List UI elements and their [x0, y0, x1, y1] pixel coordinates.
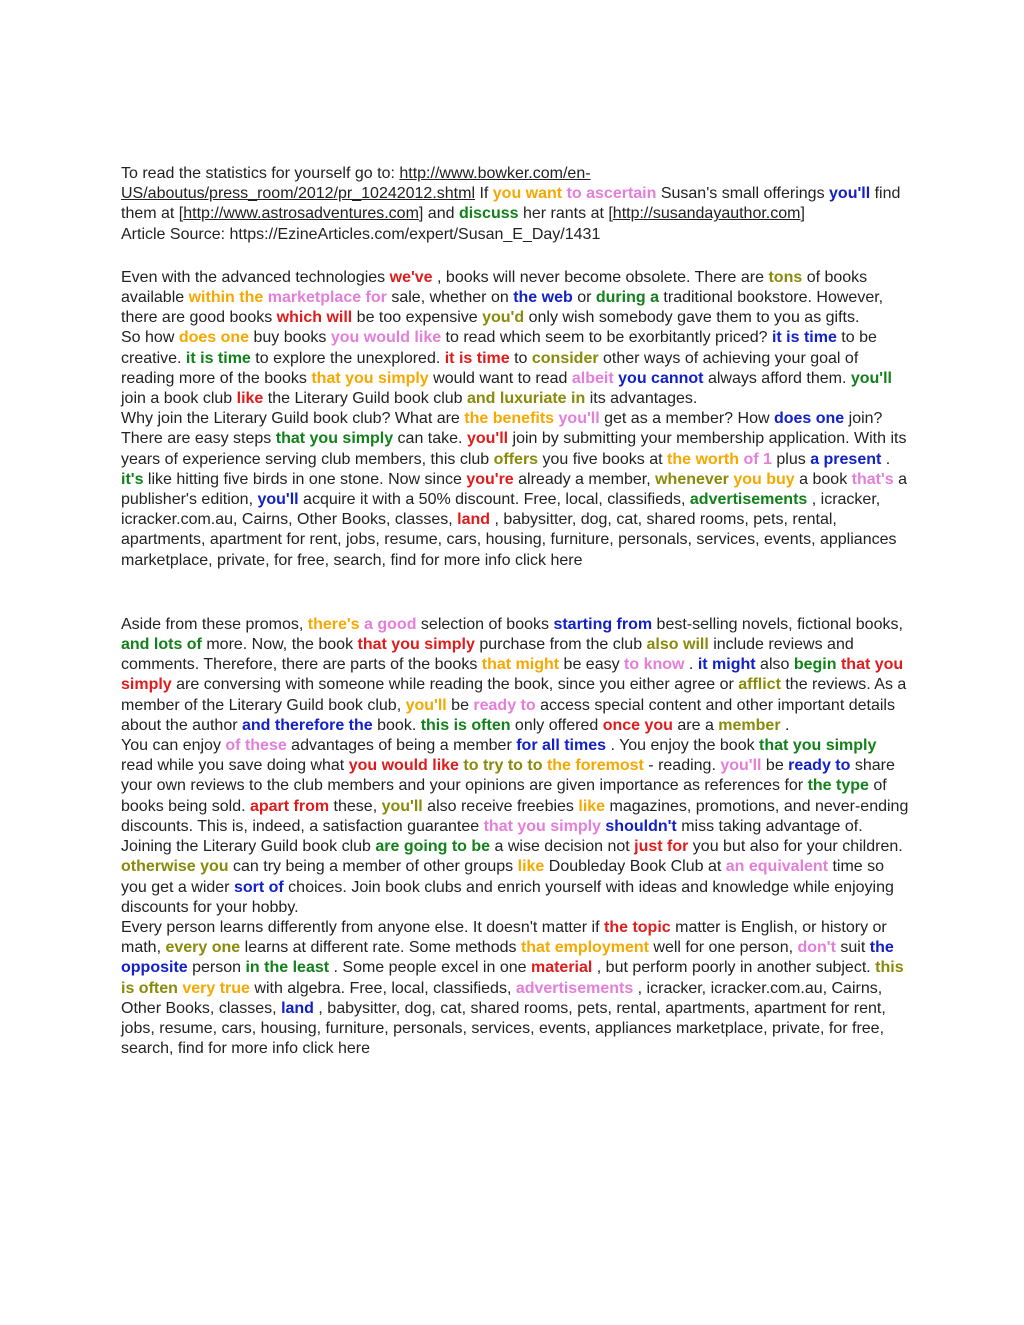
text-run: or	[572, 289, 596, 307]
keyword: member	[718, 716, 781, 734]
text-run: , babysitter, dog, cat, shared rooms, pets, rental, apartments, apartment for rent, jobs, resume, cars, housing, furniture, personals, services, events, appliances marketplace, private, for free, search, find for more info click here	[121, 999, 886, 1058]
text-run: advantages of being a member	[286, 737, 517, 755]
keyword: very true	[182, 979, 250, 997]
text-run: other ways of achieving your goal of reading more of the books	[121, 349, 859, 387]
keyword: consider	[531, 349, 599, 367]
keyword: otherwise you	[121, 858, 229, 876]
keyword: that you simply	[275, 430, 394, 448]
keyword: which will	[276, 309, 353, 327]
text-run: .	[780, 716, 790, 734]
text-run: you five books at	[538, 450, 668, 468]
text-run: to	[509, 349, 532, 367]
text-run: selection of books	[416, 615, 554, 633]
text-run: Why join the Literary Guild book club? What are	[121, 410, 465, 428]
text-run: Even with the advanced technologies	[121, 268, 390, 286]
keyword: just for	[634, 838, 689, 856]
text-run: can take.	[393, 430, 467, 448]
text-run: join by submitting your membership application. With its years of experience serving club members, this club	[121, 430, 907, 468]
text-run: Doubleday Book Club at	[544, 858, 726, 876]
keyword: are going to be	[375, 838, 491, 856]
paragraph	[121, 409, 911, 571]
paragraph	[121, 736, 911, 837]
keyword: begin	[793, 656, 837, 674]
text-run: to be creative.	[121, 329, 877, 367]
text-run: Aside from these promos,	[121, 615, 308, 633]
keyword: this is often	[121, 959, 904, 997]
article-page	[121, 164, 911, 1059]
text-run: , but perform poorly in another subject.	[592, 959, 876, 977]
text-run: sale, whether on	[386, 289, 514, 307]
keyword: of these	[225, 737, 287, 755]
text-run: access special content and other important details about the author	[121, 696, 895, 734]
text-run: join? There are easy steps	[121, 410, 883, 448]
text-run: only offered	[510, 716, 603, 734]
text-run: be	[446, 696, 474, 714]
text-run: choices. Join book clubs and enrich yourself with ideas and knowledge while enjoying discounts for your hobby.	[121, 878, 894, 916]
text-run: the reviews. As a member of the Literary Guild book club,	[121, 676, 907, 714]
keyword: like	[578, 797, 606, 815]
keyword: tons	[768, 268, 803, 286]
text-run: acquire it with a 50% discount. Free, local, classifieds,	[298, 491, 690, 509]
keyword: this is often	[420, 716, 511, 734]
keyword: ready to	[788, 757, 851, 775]
keyword: does one	[773, 410, 845, 428]
text-run: with algebra. Free, local, classifieds,	[249, 979, 516, 997]
source-paragraph: To read the statistics for yourself go to: http://www.bowker.com/en-US/aboutus/press_room/2012/pr_10242012.shtml If you want to ascertain Susan's small offerings you'll find them at [http://www.astrosadventures.com] and discuss her rants at [http://susandayauthor.com]	[121, 165, 901, 223]
keyword: you want	[492, 185, 563, 203]
keyword: material	[530, 959, 593, 977]
keyword: you'll	[850, 369, 892, 387]
text-run: these,	[329, 797, 382, 815]
text-run: to read which seem to be exorbitantly priced?	[441, 329, 772, 347]
text-run: of books being sold.	[121, 777, 887, 815]
text-run: So how	[121, 329, 179, 347]
text-run: You can enjoy	[121, 737, 226, 755]
keyword: sort of	[233, 878, 284, 896]
text-run: be too expensive	[352, 309, 483, 327]
text-run: , books will never become obsolete. There are	[432, 268, 769, 286]
keyword: that you simply	[121, 656, 904, 694]
text-run: its advantages.	[585, 390, 698, 408]
text-run: only wish somebody gave them to you as gifts.	[524, 309, 860, 327]
keyword: it might	[697, 656, 756, 674]
text-run: traditional bookstore. However, there are good books	[121, 289, 884, 327]
text-run: a book	[794, 470, 852, 488]
text-run: read while you save doing what	[121, 757, 349, 775]
keyword: of 1	[743, 450, 772, 468]
keyword: the opposite	[121, 939, 894, 977]
keyword: whenever	[655, 470, 729, 488]
keyword: the foremost	[546, 757, 644, 775]
paragraph	[121, 328, 911, 409]
text-run: , babysitter, dog, cat, shared rooms, pets, rental, apartments, apartment for rent, jobs, resume, cars, housing, furniture, personals, services, events, appliances marketplace, private, for free, search, find for more info click here	[121, 511, 897, 569]
keyword: and lots of	[121, 636, 202, 654]
text-run: be	[761, 757, 789, 775]
text-run: learns at different rate. Some methods	[240, 939, 521, 957]
spacer	[121, 245, 911, 268]
text-run: are conversing with someone while reading the book, since you either agree or	[171, 676, 739, 694]
keyword: the web	[513, 289, 573, 307]
text-run: purchase from the club	[474, 636, 647, 654]
text-run: to explore the unexplored.	[250, 349, 445, 367]
text-run: include reviews and comments. Therefore, there are parts of the books	[121, 636, 854, 674]
keyword: that you simply	[311, 369, 429, 387]
text-run: .	[881, 450, 891, 468]
keyword: you'd	[482, 309, 525, 327]
keyword: you buy	[733, 470, 795, 488]
keyword: to ascertain	[566, 185, 657, 203]
keyword: the worth	[667, 450, 740, 468]
text-run: like hitting five birds in one stone. Now since	[143, 470, 467, 488]
keyword: offers	[493, 450, 539, 468]
keyword: marketplace for	[267, 289, 387, 307]
keyword: don't	[797, 939, 836, 957]
keyword: to know	[624, 656, 685, 674]
keyword: apart from	[249, 797, 330, 815]
keyword: the benefits	[464, 410, 555, 428]
keyword: you'll	[829, 185, 871, 203]
keyword: you'll	[405, 696, 447, 714]
text-run: , icracker, icracker.com.au, Cairns, Other Books, classes,	[121, 979, 883, 1017]
text-run: also	[755, 656, 794, 674]
text-run: Every person learns differently from anyone else. It doesn't matter if	[121, 918, 604, 936]
keyword: in the least	[245, 959, 330, 977]
text-run: always afford them.	[703, 369, 851, 387]
keyword: that employment	[520, 939, 649, 957]
keyword: the type	[807, 777, 869, 795]
keyword: during a	[595, 289, 659, 307]
text-run: well for one person,	[648, 939, 798, 957]
keyword: advertisements	[515, 979, 634, 997]
text-run: would want to read	[428, 369, 572, 387]
keyword: land	[281, 999, 314, 1017]
keyword: an equivalent	[725, 858, 829, 876]
text-run: . You enjoy the book	[606, 737, 760, 755]
text-run: Joining the Literary Guild book club	[121, 838, 376, 856]
text-run: .	[684, 656, 698, 674]
keyword: discuss	[458, 205, 519, 223]
text-run: . Some people excel in one	[329, 959, 531, 977]
keyword: once you	[602, 716, 673, 734]
text-run: , icracker, icracker.com.au, Cairns, Other Books, classes,	[121, 491, 881, 529]
keyword: it's	[121, 470, 144, 488]
text-run: buy books	[249, 329, 331, 347]
keyword: you'll	[257, 491, 299, 509]
text-run: book.	[372, 716, 421, 734]
keyword: that's	[851, 470, 894, 488]
source-intro: To read the statistics for yourself go to:	[121, 165, 400, 182]
paragraph	[121, 918, 911, 1059]
keyword: like	[517, 858, 545, 876]
paragraph	[121, 615, 911, 736]
keyword: there's	[307, 615, 360, 633]
susanday-link[interactable]: http://susandayauthor.com	[612, 205, 801, 223]
keyword: that you simply	[759, 737, 877, 755]
text-run: - reading.	[643, 757, 721, 775]
text-run: of books available	[121, 268, 868, 307]
keyword: the topic	[604, 918, 671, 936]
keyword: does one	[178, 329, 250, 347]
text-run: the Literary Guild book club	[263, 390, 467, 408]
text-run: can try being a member of other groups	[228, 858, 518, 876]
bowker-link[interactable]: http://www.bowker.com/en-US/aboutus/press_room/2012/pr_10242012.shtml	[121, 165, 591, 203]
text-run: more. Now, the book	[201, 636, 358, 654]
keyword: shouldn't	[605, 817, 677, 835]
text-run: miss taking advantage of.	[676, 817, 863, 835]
keyword: afflict	[738, 676, 781, 694]
keyword: a present	[810, 450, 882, 468]
keyword: you're	[466, 470, 514, 488]
keyword: for all times	[516, 737, 607, 755]
keyword: and therefore the	[241, 716, 373, 734]
keyword: albeit	[571, 369, 614, 387]
text-run: person	[187, 959, 246, 977]
keyword: you'll	[466, 430, 509, 448]
keyword: you would like	[348, 757, 459, 775]
keyword: a good	[364, 615, 417, 633]
paragraph	[121, 268, 911, 329]
keyword: that you simply	[357, 636, 475, 654]
text-run: also receive freebies	[422, 797, 579, 815]
keyword: it is time	[185, 349, 251, 367]
keyword: advertisements	[689, 491, 808, 509]
keyword: it is time	[771, 329, 837, 347]
text-run: get as a member? How	[599, 410, 774, 428]
keyword: you'll	[720, 757, 762, 775]
text-run: plus	[771, 450, 811, 468]
text-run: already a member,	[513, 470, 656, 488]
keyword: you cannot	[618, 369, 704, 387]
keyword: ready to	[473, 696, 536, 714]
keyword: you would like	[330, 329, 442, 347]
keyword: we've	[389, 268, 433, 286]
keyword: like	[236, 390, 264, 408]
keyword: it is time	[444, 349, 510, 367]
spacer	[121, 571, 911, 615]
keyword: and luxuriate in	[467, 390, 586, 408]
keyword: every one	[165, 939, 241, 957]
text-run: join a book club	[121, 390, 237, 408]
keyword: that might	[481, 656, 560, 674]
text-run: share your own reviews to the club members and your opinions are given importance as references for	[121, 757, 895, 795]
article-source-line: Article Source: https://EzineArticles.com/expert/Susan_E_Day/1431	[121, 225, 601, 243]
keyword: land	[457, 511, 491, 529]
text-run: magazines, promotions, and never-ending discounts. This is, indeed, a satisfaction guarantee	[121, 797, 909, 835]
text-run: suit	[835, 939, 870, 957]
text-run: a publisher's edition,	[121, 470, 908, 509]
keyword: starting from	[553, 615, 653, 633]
text-run: matter is English, or history or math,	[121, 918, 887, 957]
keyword: you'll	[558, 410, 600, 428]
text-run: be easy	[559, 656, 625, 674]
text-run: best-selling novels, fictional books,	[652, 615, 903, 633]
text-run: you but also for your children.	[688, 838, 903, 856]
text-run: time so you get a wider	[121, 858, 885, 896]
keyword: you'll	[381, 797, 423, 815]
paragraph	[121, 837, 911, 918]
text-run: a wise decision not	[490, 838, 635, 856]
keyword: that you simply	[483, 817, 601, 835]
keyword: to try to to	[463, 757, 543, 775]
keyword: within the	[188, 289, 264, 307]
astros-link[interactable]: http://www.astrosadventures.com	[183, 205, 419, 223]
keyword: also will	[646, 636, 709, 654]
text-run: are a	[672, 716, 719, 734]
